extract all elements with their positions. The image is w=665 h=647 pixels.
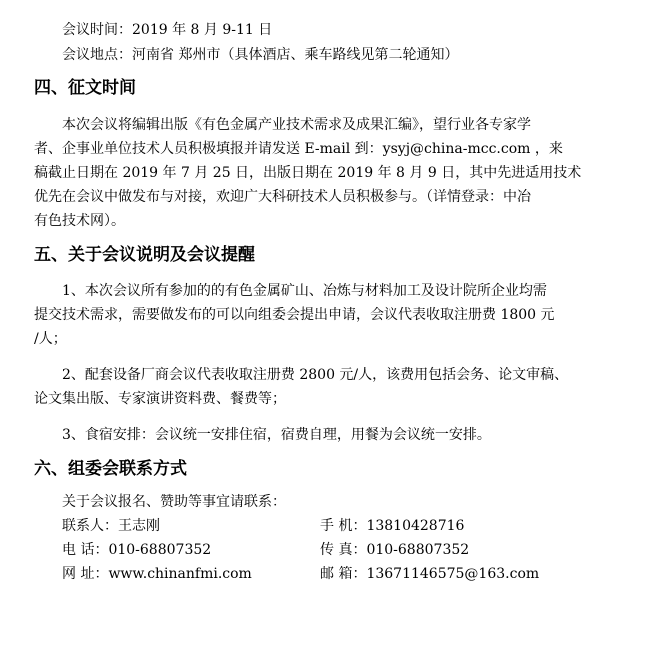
paragraph-line: /人； bbox=[34, 331, 67, 347]
meeting-place: 会议地点：河南省 郑州市（具体酒店、乘车路线见第二轮通知） bbox=[62, 47, 459, 63]
paragraph-line: 者、企事业单位技术人员积极填报并请发送 E-mail 到：ysyj@china-mcc.com ，来 bbox=[34, 141, 563, 157]
contact-row bbox=[62, 562, 622, 586]
paragraph-line: 本次会议将编辑出版《有色金属产业技术需求及成果汇编》，望行业各专家学 bbox=[62, 117, 531, 133]
meeting-time: 会议时间：2019 年 8 月 9-11 日 bbox=[62, 22, 273, 38]
paragraph-line: 论文集出版、专家演讲资料费、餐费等； bbox=[34, 391, 286, 407]
paragraph-line: 优先在会议中做发布与对接，欢迎广大科研技术人员积极参与。（详情登录：中冶 bbox=[34, 189, 531, 205]
contact-fax: 传 真：010-68807352 bbox=[320, 542, 470, 558]
contact-row bbox=[62, 514, 622, 538]
contact-email: 邮 箱：13671146575@163.com bbox=[320, 566, 540, 582]
contact-row bbox=[62, 538, 622, 562]
contact-mobile: 手 机：13810428716 bbox=[320, 518, 465, 534]
contact-person: 联系人：王志刚 bbox=[62, 518, 160, 534]
paragraph-line: 提交技术需求，需要做发布的可以向组委会提出申请，会议代表收取注册费 1800 元 bbox=[34, 307, 555, 323]
paragraph-line: 2、配套设备厂商会议代表收取注册费 2800 元/人，该费用包括会务、论文审稿、 bbox=[62, 367, 569, 383]
paragraph-line: 1、本次会议所有参加的的有色金属矿山、冶炼与材料加工及设计院所企业均需 bbox=[62, 283, 547, 299]
paragraph-line: 3、食宿安排：会议统一安排住宿，宿费自理，用餐为会议统一安排。 bbox=[62, 427, 491, 443]
contact-website: 网 址：www.chinanfmi.com bbox=[62, 566, 252, 582]
contact-intro: 关于会议报名、赞助等事宜请联系： bbox=[62, 494, 286, 510]
paragraph-line: 稿截止日期在 2019 年 7 月 25 日，出版日期在 2019 年 8 月 9 日，其中先进适用技术 bbox=[34, 165, 582, 181]
section-heading-submission-time: 四、征文时间 bbox=[34, 78, 136, 98]
section-heading-meeting-notes: 五、关于会议说明及会议提醒 bbox=[34, 245, 255, 265]
section-heading-contact: 六、组委会联系方式 bbox=[34, 459, 187, 479]
contact-phone: 电 话：010-68807352 bbox=[62, 542, 212, 558]
paragraph-line: 有色技术网）。 bbox=[34, 213, 125, 229]
